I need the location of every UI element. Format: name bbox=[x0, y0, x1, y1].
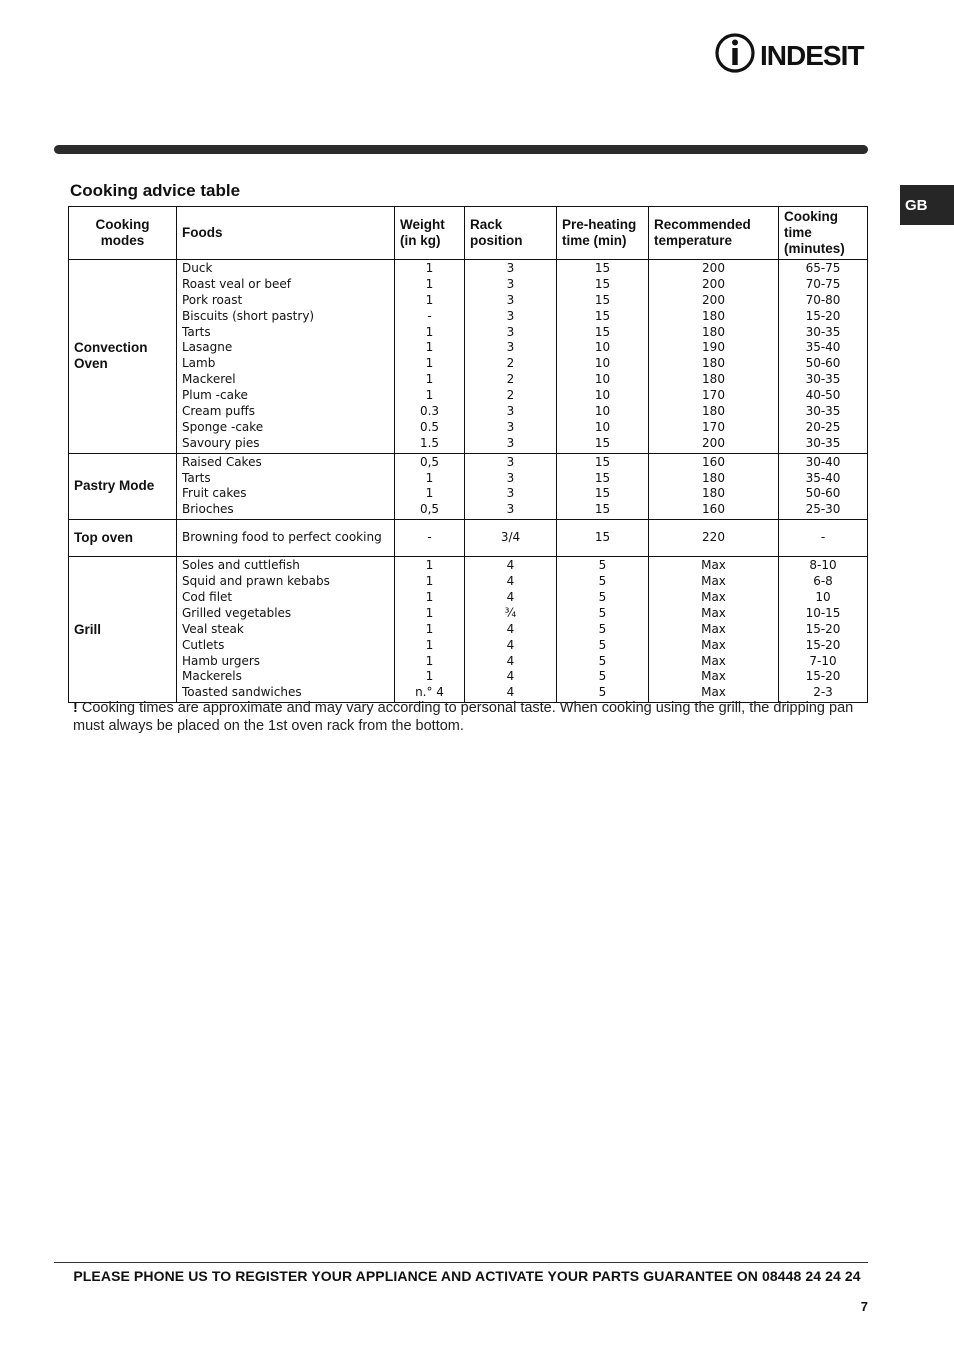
cell-line: 10 bbox=[594, 340, 611, 355]
cooking-time-cell bbox=[779, 453, 868, 520]
cell-line: 50-60 bbox=[805, 356, 841, 371]
cell-line: 3 bbox=[506, 292, 515, 307]
cell-line: 15 bbox=[594, 470, 611, 485]
cell-line: Sponge -cake bbox=[182, 419, 264, 434]
cell-line: Max bbox=[701, 621, 726, 636]
cell-line: Squid and prawn kebabs bbox=[182, 574, 330, 589]
cell-line: 3 bbox=[506, 486, 515, 501]
cell-line: 10 bbox=[815, 590, 831, 605]
cell-line: 3 bbox=[506, 261, 515, 275]
cell-line: Toasted sandwiches bbox=[182, 685, 302, 700]
cell-line: 5 bbox=[598, 621, 607, 636]
cell-line: 30-35 bbox=[805, 324, 841, 339]
cell-line: 35-40 bbox=[805, 340, 841, 355]
cell-line: 1 bbox=[425, 637, 434, 652]
cell-line: 30-35 bbox=[805, 435, 841, 450]
cell-line: 200 bbox=[702, 435, 725, 450]
cell-line: Tarts bbox=[182, 470, 211, 485]
mode-cell: Grill bbox=[69, 557, 177, 703]
rack-cell bbox=[465, 520, 557, 557]
cell-line: Hamb urgers bbox=[182, 653, 261, 668]
foods-cell bbox=[177, 453, 395, 520]
cell-line: ¾ bbox=[504, 605, 517, 620]
page-number: 7 bbox=[860, 1299, 868, 1314]
mode-cell: Top oven bbox=[69, 520, 177, 557]
cell-line: Max bbox=[701, 685, 726, 700]
cell-line: 10 bbox=[594, 419, 611, 434]
table-row bbox=[69, 520, 868, 557]
cell-line: 4 bbox=[506, 637, 515, 652]
cell-line: Tarts bbox=[182, 324, 211, 339]
cell-line: 3 bbox=[506, 340, 515, 355]
footer-rule bbox=[54, 1262, 868, 1263]
cell-line: - bbox=[427, 530, 432, 545]
cell-line: 0,5 bbox=[419, 502, 440, 517]
cell-line: 4 bbox=[506, 558, 515, 573]
cell-line: - bbox=[820, 530, 826, 545]
cell-line: Cutlets bbox=[182, 637, 225, 652]
header-foods: Foods bbox=[177, 207, 395, 260]
cell-line: 4 bbox=[506, 669, 515, 684]
cell-line: 1 bbox=[425, 372, 434, 387]
indesit-logo bbox=[714, 30, 874, 76]
cell-line: 180 bbox=[702, 470, 725, 485]
cell-line: 1 bbox=[425, 590, 434, 605]
cell-line: 3 bbox=[506, 308, 515, 323]
cell-line: Lasagne bbox=[182, 340, 233, 355]
cell-line: 1 bbox=[425, 558, 434, 573]
cell-line: 3/4 bbox=[500, 530, 521, 545]
cooking-time-cell bbox=[779, 260, 868, 454]
cell-line: Lamb bbox=[182, 356, 216, 371]
cell-line: 1 bbox=[425, 388, 434, 403]
cell-line: 4 bbox=[506, 590, 515, 605]
cell-line: 10 bbox=[594, 372, 611, 387]
cell-line: 180 bbox=[702, 308, 725, 323]
cell-line: 6-8 bbox=[813, 574, 833, 589]
cell-line: 180 bbox=[702, 356, 725, 371]
cell-line: Fruit cakes bbox=[182, 486, 247, 501]
header-cooking-time: Cooking time (minutes) bbox=[779, 207, 868, 260]
cell-line: 4 bbox=[506, 621, 515, 636]
cell-line: 20-25 bbox=[805, 419, 841, 434]
cell-line: Veal steak bbox=[182, 621, 244, 636]
table-header-row bbox=[69, 207, 868, 260]
cooking-time-cell bbox=[779, 557, 868, 703]
cell-line: Brioches bbox=[182, 502, 234, 517]
cell-line: 1 bbox=[425, 621, 434, 636]
cell-line: 180 bbox=[702, 486, 725, 501]
cell-line: 0,5 bbox=[419, 454, 440, 469]
header-weight: Weight (in kg) bbox=[395, 207, 465, 260]
cell-line: 0.3 bbox=[419, 404, 440, 419]
cell-line: Duck bbox=[182, 261, 213, 275]
weight-cell bbox=[395, 557, 465, 703]
note-text: Cooking times are approximate and may vary according to personal taste. When cooking using the grill, the dripping pan must always be placed on the 1st oven rack from the bottom. bbox=[73, 700, 854, 734]
foods-cell bbox=[177, 557, 395, 703]
warning-mark: ! bbox=[73, 700, 78, 716]
logo-wordmark: INDESIT bbox=[760, 40, 864, 71]
header-rule bbox=[54, 145, 868, 154]
cell-line: 10 bbox=[594, 356, 611, 371]
table-row bbox=[69, 453, 868, 520]
cell-line: 2 bbox=[506, 372, 515, 387]
cell-line: Max bbox=[701, 590, 726, 605]
header-preheating-time: Pre-heating time (min) bbox=[557, 207, 649, 260]
cell-line: 5 bbox=[598, 637, 607, 652]
cell-line: Roast veal or beef bbox=[182, 276, 291, 291]
cell-line: Max bbox=[701, 653, 726, 668]
cell-line: 5 bbox=[598, 558, 607, 573]
cell-line: 170 bbox=[702, 388, 725, 403]
cell-line: 30-35 bbox=[805, 404, 841, 419]
temperature-cell bbox=[649, 260, 779, 454]
cell-line: 15 bbox=[594, 261, 611, 275]
table-row bbox=[69, 260, 868, 454]
cell-line: 2-3 bbox=[813, 685, 833, 700]
cell-line: 1 bbox=[425, 574, 434, 589]
cell-line: 200 bbox=[702, 261, 725, 275]
cell-line: 160 bbox=[702, 454, 725, 469]
temperature-cell bbox=[649, 520, 779, 557]
cell-line: 220 bbox=[702, 530, 725, 545]
cell-line: Raised Cakes bbox=[182, 454, 262, 469]
foods-cell bbox=[177, 520, 395, 557]
cell-line: 160 bbox=[702, 502, 725, 517]
cell-line: 7-10 bbox=[809, 653, 837, 668]
cell-line: 15 bbox=[594, 486, 611, 501]
cell-line: 15 bbox=[594, 276, 611, 291]
cell-line: 8-10 bbox=[809, 558, 837, 573]
cell-line: 180 bbox=[702, 324, 725, 339]
cell-line: 1 bbox=[425, 292, 434, 307]
cell-line: 30-35 bbox=[805, 372, 841, 387]
cell-line: 200 bbox=[702, 276, 725, 291]
cell-line: 15-20 bbox=[805, 669, 841, 684]
cell-line: 4 bbox=[506, 574, 515, 589]
cell-line: Browning food to perfect cooking bbox=[182, 530, 382, 545]
preheat-cell bbox=[557, 557, 649, 703]
weight-cell bbox=[395, 260, 465, 454]
cell-line: Plum -cake bbox=[182, 388, 248, 403]
cell-line: Pork roast bbox=[182, 292, 243, 307]
cell-line: 1 bbox=[425, 653, 434, 668]
cell-line: Savoury pies bbox=[182, 435, 260, 450]
cell-line: 1 bbox=[425, 669, 434, 684]
cell-line: 15 bbox=[594, 502, 611, 517]
cell-line: 70-80 bbox=[805, 292, 841, 307]
cell-line: 10 bbox=[594, 404, 611, 419]
registration-footer: PLEASE PHONE US TO REGISTER YOUR APPLIANCE AND ACTIVATE YOUR PARTS GUARANTEE ON 08448 24 24 24 bbox=[73, 1268, 861, 1284]
temperature-cell bbox=[649, 557, 779, 703]
mode-cell: Convection Oven bbox=[69, 260, 177, 454]
cell-line: 15 bbox=[594, 435, 611, 450]
cell-line: 15 bbox=[594, 530, 611, 545]
cell-line: - bbox=[427, 308, 432, 323]
cell-line: Cod filet bbox=[182, 590, 233, 605]
cell-line: 25-30 bbox=[805, 502, 841, 517]
cell-line: 15-20 bbox=[805, 308, 841, 323]
cooking-advice-table bbox=[68, 206, 868, 703]
weight-cell bbox=[395, 520, 465, 557]
cell-line: 3 bbox=[506, 454, 515, 469]
cell-line: 30-40 bbox=[805, 454, 841, 469]
cell-line: Max bbox=[701, 574, 726, 589]
cell-line: Soles and cuttlefish bbox=[182, 558, 300, 573]
cell-line: 15-20 bbox=[805, 637, 841, 652]
cell-line: 5 bbox=[598, 653, 607, 668]
cell-line: 1.5 bbox=[419, 435, 440, 450]
cell-line: 70-75 bbox=[805, 276, 841, 291]
rack-cell bbox=[465, 557, 557, 703]
cell-line: 10-15 bbox=[805, 605, 841, 620]
cell-line: Mackerels bbox=[182, 669, 242, 684]
cell-line: 2 bbox=[506, 388, 515, 403]
cell-line: 1 bbox=[425, 340, 434, 355]
cell-line: 3 bbox=[506, 435, 515, 450]
cell-line: 3 bbox=[506, 419, 515, 434]
indesit-logo-mark bbox=[714, 30, 874, 76]
preheat-cell bbox=[557, 453, 649, 520]
cell-line: 3 bbox=[506, 324, 515, 339]
cell-line: 3 bbox=[506, 470, 515, 485]
cell-line: Max bbox=[701, 637, 726, 652]
cell-line: 1 bbox=[425, 324, 434, 339]
cell-line: Max bbox=[701, 605, 726, 620]
cell-line: 5 bbox=[598, 669, 607, 684]
cell-line: 50-60 bbox=[805, 486, 841, 501]
cell-line: 65-75 bbox=[805, 261, 841, 275]
cell-line: 1 bbox=[425, 470, 434, 485]
cell-line: 15 bbox=[594, 324, 611, 339]
cell-line: 15 bbox=[594, 454, 611, 469]
cell-line: 5 bbox=[598, 605, 607, 620]
cell-line: 4 bbox=[506, 685, 515, 700]
cell-line: 190 bbox=[702, 340, 725, 355]
temperature-cell bbox=[649, 453, 779, 520]
rack-cell bbox=[465, 260, 557, 454]
language-tab[interactable]: GB bbox=[900, 185, 954, 225]
cell-line: Cream puffs bbox=[182, 404, 256, 419]
cell-line: Grilled vegetables bbox=[182, 605, 292, 620]
cell-line: 15 bbox=[594, 292, 611, 307]
header-rack-position: Rack position bbox=[465, 207, 557, 260]
weight-cell bbox=[395, 453, 465, 520]
rack-cell bbox=[465, 453, 557, 520]
cell-line: 1 bbox=[425, 276, 434, 291]
cell-line: 5 bbox=[598, 685, 607, 700]
cell-line: 35-40 bbox=[805, 470, 841, 485]
header-recommended-temperature: Recommended temperature bbox=[649, 207, 779, 260]
section-title: Cooking advice table bbox=[70, 181, 241, 200]
cell-line: 40-50 bbox=[805, 388, 841, 403]
cell-line: 15-20 bbox=[805, 621, 841, 636]
cell-line: Biscuits (short pastry) bbox=[182, 308, 315, 323]
cell-line: 5 bbox=[598, 590, 607, 605]
cell-line: 180 bbox=[702, 404, 725, 419]
cell-line: 3 bbox=[506, 404, 515, 419]
cell-line: 180 bbox=[702, 372, 725, 387]
cell-line: Mackerel bbox=[182, 372, 236, 387]
preheat-cell bbox=[557, 520, 649, 557]
table-row bbox=[69, 557, 868, 703]
cell-line: Max bbox=[701, 669, 726, 684]
cell-line: 15 bbox=[594, 308, 611, 323]
cell-line: 4 bbox=[506, 653, 515, 668]
cell-line: 2 bbox=[506, 356, 515, 371]
foods-cell bbox=[177, 260, 395, 454]
cell-line: n.° 4 bbox=[415, 685, 444, 700]
cell-line: Max bbox=[701, 558, 726, 573]
advice-note bbox=[73, 699, 863, 735]
mode-cell: Pastry Mode bbox=[69, 453, 177, 520]
preheat-cell bbox=[557, 260, 649, 454]
header-cooking-modes: Cooking modes bbox=[69, 207, 177, 260]
cell-line: 170 bbox=[702, 419, 725, 434]
cell-line: 3 bbox=[506, 502, 515, 517]
cell-line: 10 bbox=[594, 388, 611, 403]
cell-line: 0.5 bbox=[419, 419, 440, 434]
cell-line: 1 bbox=[425, 261, 434, 275]
cell-line: 3 bbox=[506, 276, 515, 291]
cell-line: 1 bbox=[425, 356, 434, 371]
cell-line: 1 bbox=[425, 486, 434, 501]
cell-line: 5 bbox=[598, 574, 607, 589]
cooking-time-cell bbox=[779, 520, 868, 557]
cell-line: 1 bbox=[425, 605, 434, 620]
cell-line: 200 bbox=[702, 292, 725, 307]
